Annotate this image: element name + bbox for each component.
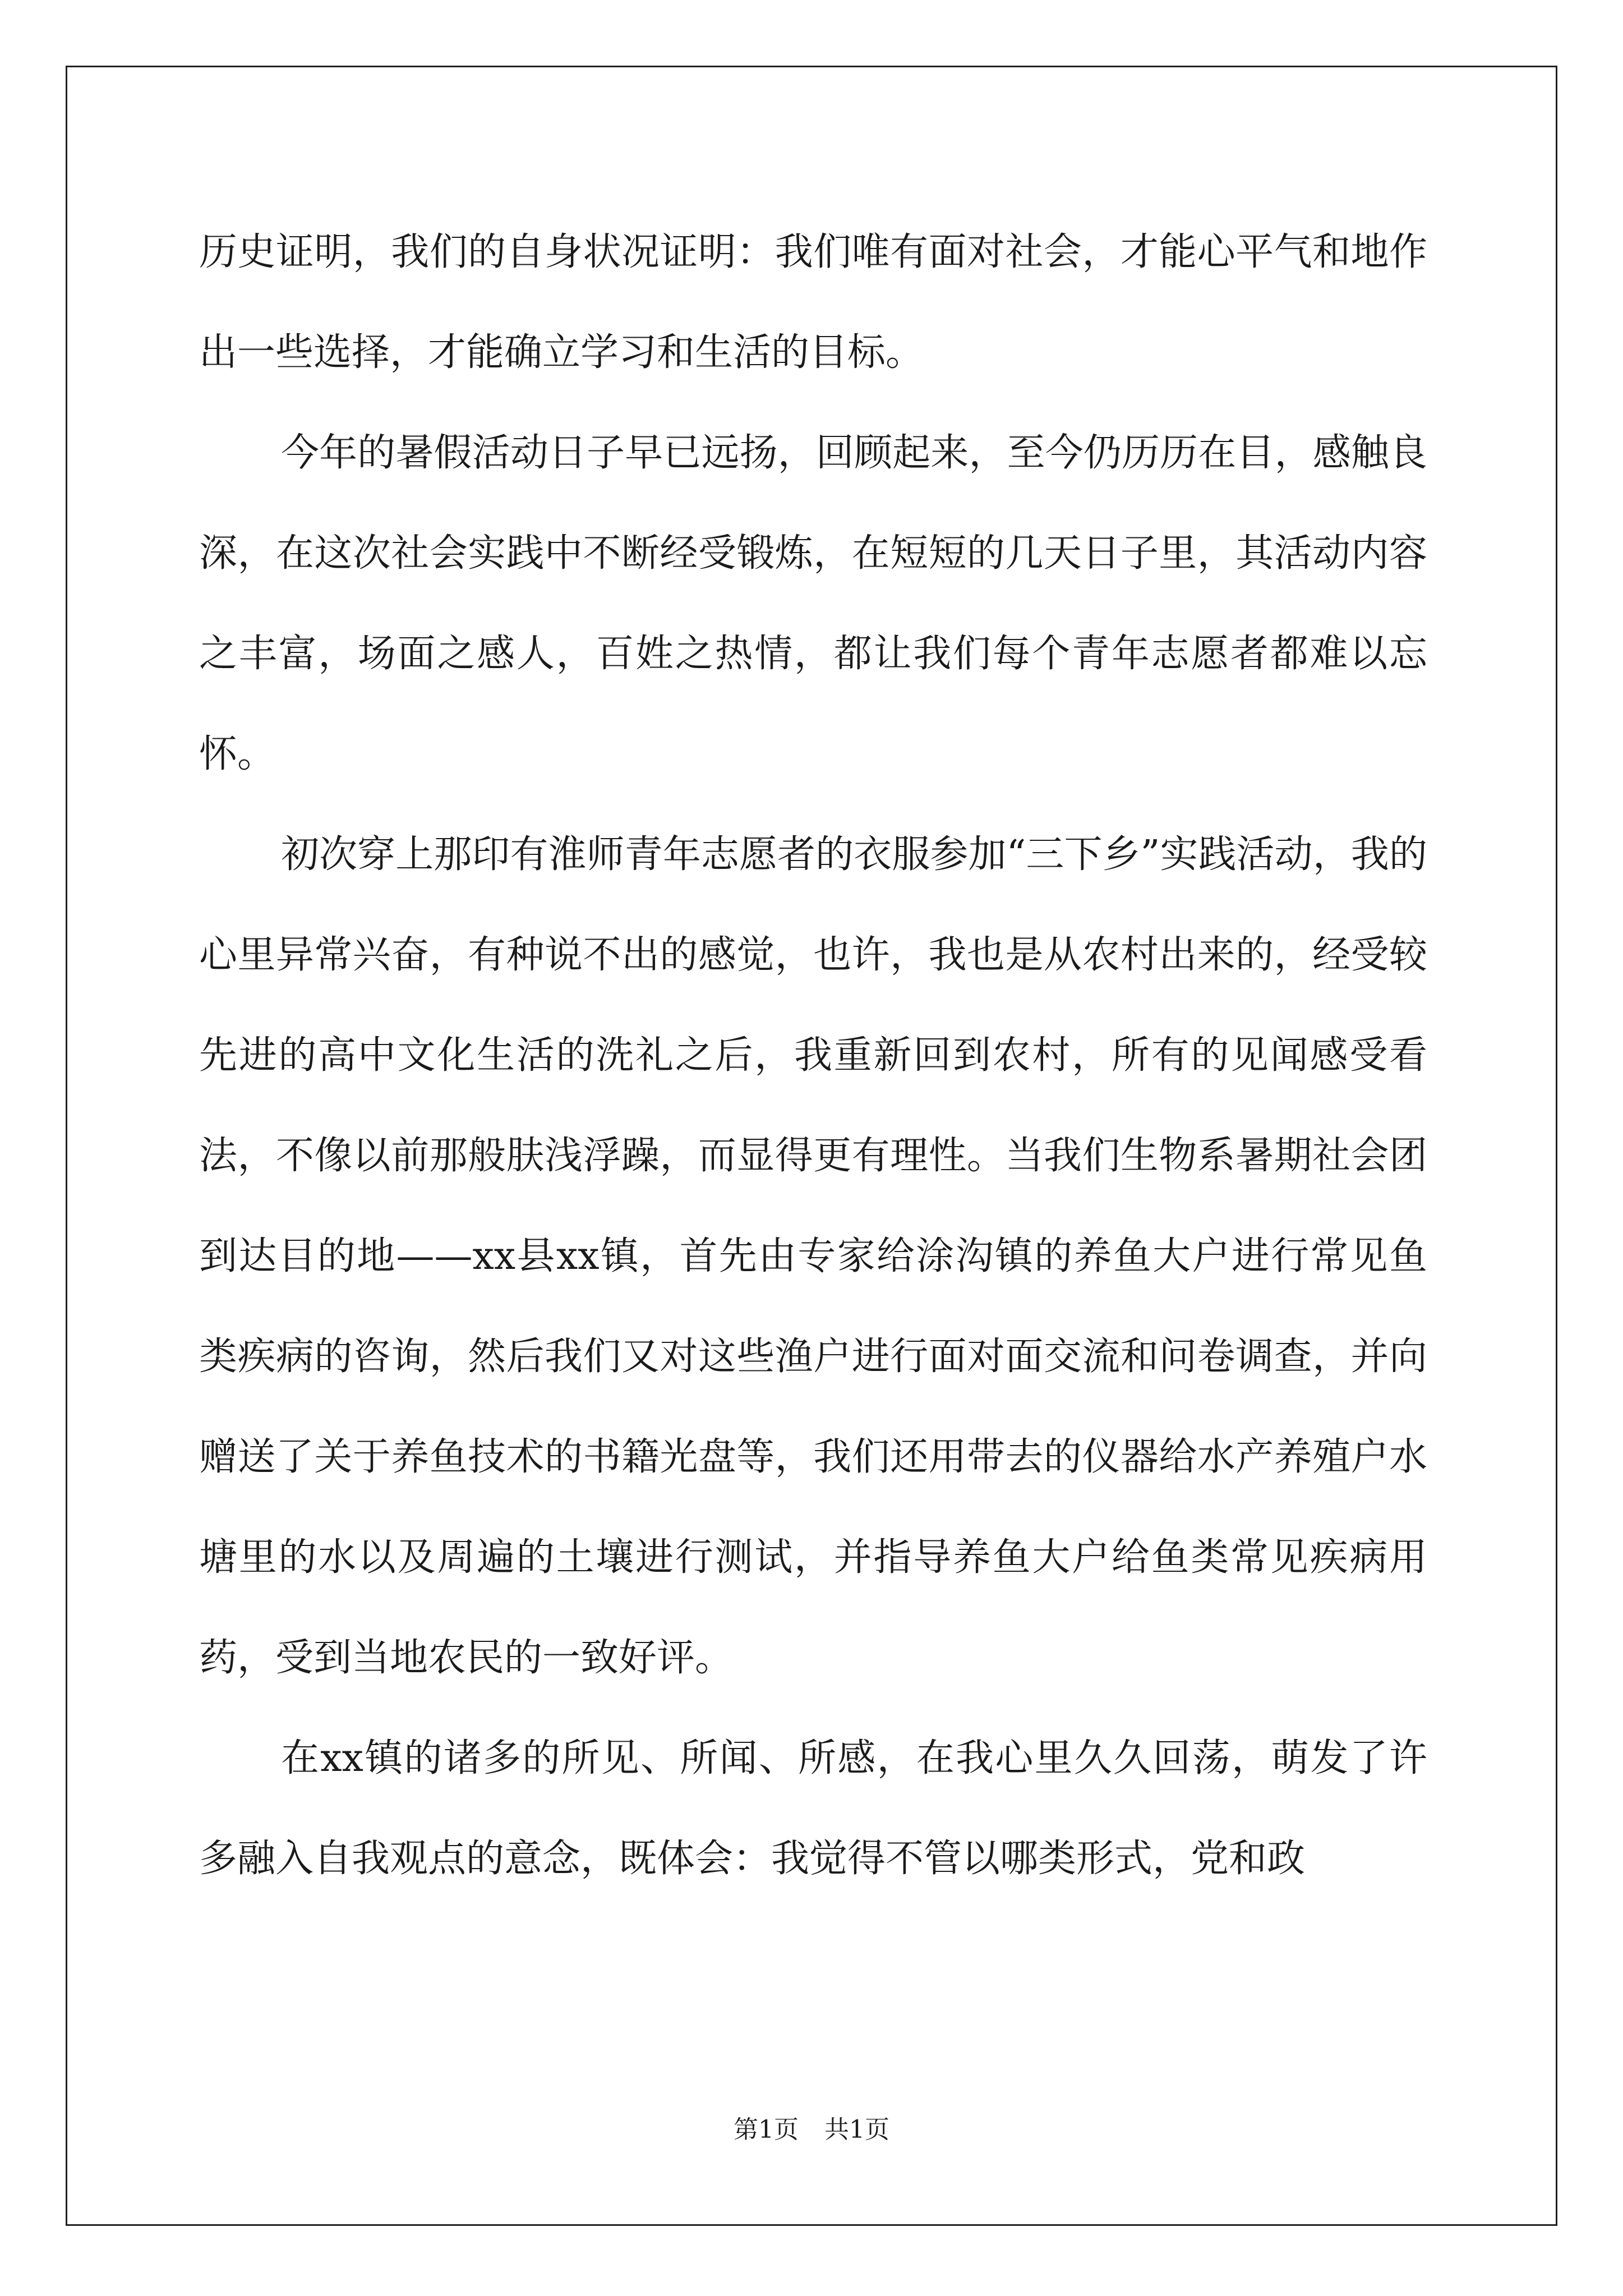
paragraph-4: 在xx镇的诸多的所见、所闻、所感，在我心里久久回荡，萌发了许多融入自我观点的意念，既体会：我觉得不管以哪类形式，党和政 xyxy=(199,1736,1427,1881)
paragraph-1: 历史证明，我们的自身状况证明：我们唯有面对社会，才能心平气和地作出一些选择，才能确立学习和生活的目标。 xyxy=(199,230,1427,375)
page-total: 共1页 xyxy=(824,2115,889,2144)
paragraph-2: 今年的暑假活动日子早已远扬，回顾起来，至今仍历历在目，感触良深，在这次社会实践中不断经受锻炼，在短短的几天日子里，其活动内容之丰富，场面之感人，百姓之热情，都让我们每个青年志愿者都难以忘怀。 xyxy=(199,431,1427,776)
page-number: 第1页 xyxy=(734,2115,799,2144)
document-body xyxy=(199,202,1427,1909)
page-footer xyxy=(0,2109,1623,2145)
paragraph-3: 初次穿上那印有淮师青年志愿者的衣服参加“三下乡”实践活动，我的心里异常兴奋，有种说不出的感觉，也许，我也是从农村出来的，经受较先进的高中文化生活的洗礼之后，我重新回到农村，所有的见闻感受看法，不像以前那般肤浅浮躁，而显得更有理性。当我们生物系暑期社会团到达目的地——xx县xx镇，首先由专家给涂沟镇的养鱼大户进行常见鱼类疾病的咨询，然后我们又对这些渔户进行面对面交流和问卷调查，并向赠送了关于养鱼技术的书籍光盘等，我们还用带去的仪器给水产养殖户水塘里的水以及周遍的土壤进行测试，并指导养鱼大户给鱼类常见疾病用药，受到当地农民的一致好评。 xyxy=(199,832,1427,1680)
